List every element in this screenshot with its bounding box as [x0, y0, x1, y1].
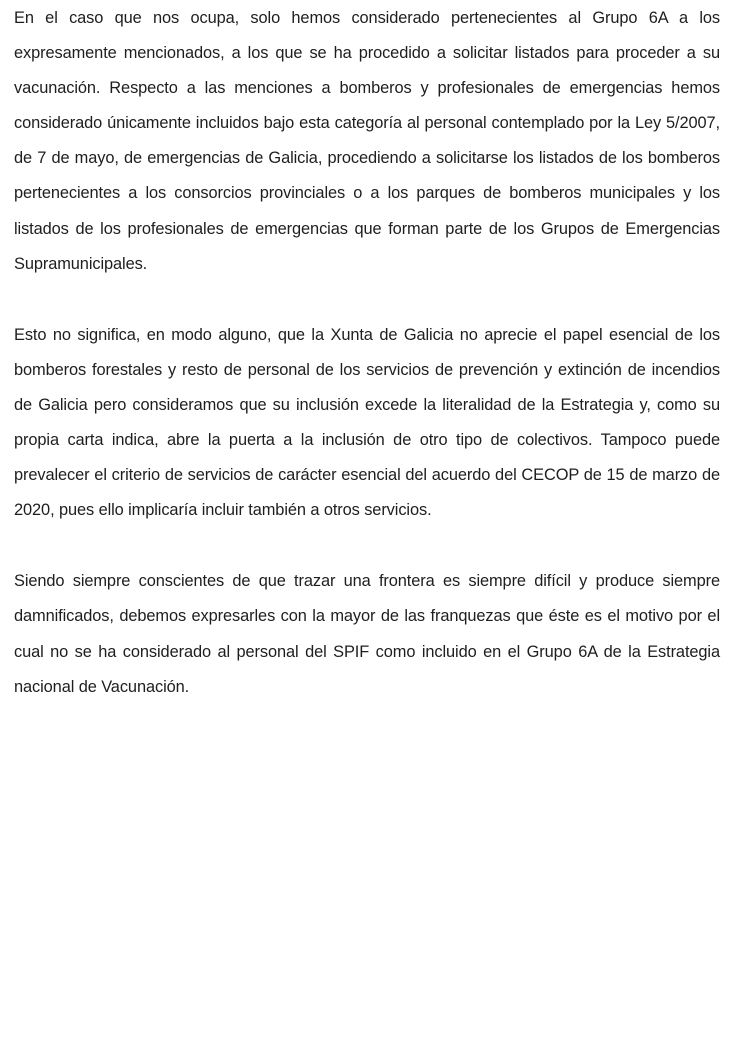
paragraph-3: Siendo siempre conscientes de que trazar una frontera es siempre difícil y produce siempre damnificados, debemos expresarles con la mayor de las franquezas que éste es el motivo por el cual no se ha considerado al personal del SPIF como incluido en el Grupo 6A de la Estrategia nacional de Vacunación.: [14, 572, 720, 696]
document-page: [14, 0, 720, 741]
paragraph-2: Esto no significa, en modo alguno, que la Xunta de Galicia no aprecie el papel esencial de los bomberos forestales y resto de personal de los servicios de prevención y extinción de incendios de Galicia pero consideramos que su inclusión excede la literalidad de la Estrategia y, como su propia carta indica, abre la puerta a la inclusión de otro tipo de colectivos. Tampoco puede prevalecer el criterio de servicios de carácter esencial del acuerdo del CECOP de 15 de marzo de 2020, pues ello implicaría incluir también a otros servicios.: [14, 325, 720, 520]
paragraph-1: En el caso que nos ocupa, solo hemos considerado pertenecientes al Grupo 6A a los expresamente mencionados, a los que se ha procedido a solicitar listados para proceder a su vacunación. Respecto a las menciones a bomberos y profesionales de emergencias hemos considerado únicamente incluidos bajo esta categoría al personal contemplado por la Ley 5/2007, de 7 de mayo, de emergencias de Galicia, procediendo a solicitarse los listados de los bomberos pertenecientes a los consorcios provinciales o a los parques de bomberos municipales y los listados de los profesionales de emergencias que forman parte de los Grupos de Emergencias Supramunicipales.: [14, 9, 720, 273]
